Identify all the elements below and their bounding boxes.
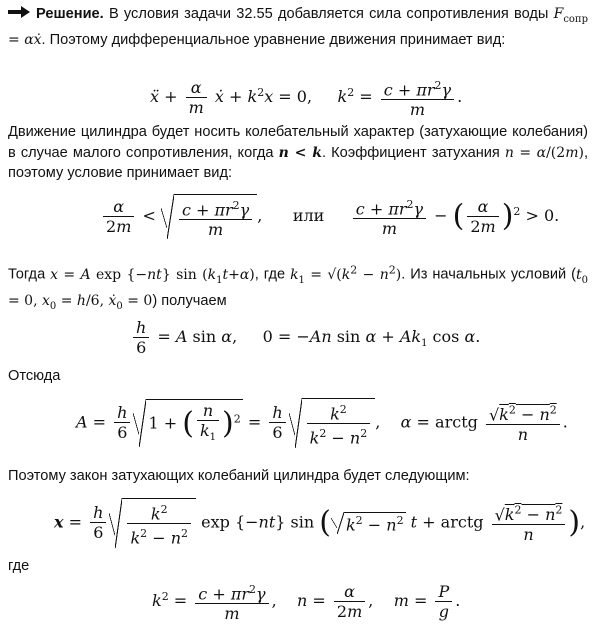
- solution-heading: Решение.: [36, 6, 104, 22]
- paragraph-where: где: [8, 558, 30, 574]
- paragraph-solution-form: Тогда x = A exp {−nt} $\sin (k_1t+\alpha)$, где $k_1 = √(k^2 - n^2)$. Из начальных условий ($t_0 = 0$, $x_0 = h/6$, ẋ$_0$ = 0) получаем: [8, 263, 588, 312]
- equation-motion: ẍ + $\frac{\alpha}{m}$ ẋ + $k^2x = 0$, $k^2$ = $\frac{c + \pi r^2\gamma}{m}$ .: [0, 74, 600, 124]
- equation-amplitude: A = $\frac{h}{6}$ 1 + ( $\frac{n}{k_1}$ )$^2$ = $\frac{h}{6}$ $\frac{k^2}{k^2 - n^2}$ , α = arctg $\frac{√k^2 - n^2}{n}$ .: [0, 396, 600, 456]
- paragraph-law: Поэтому закон затухающих колебаний цилиндра будет следующим:: [8, 468, 470, 484]
- equation-definitions: $k^2$ = $\frac{c + \pi r^2\gamma}{m}$ , n = $\frac{\alpha}{2m}$ , m = $\frac{P}{g}$ .: [0, 578, 600, 628]
- equation-condition: $\frac{\alpha}{2m}$ < $\frac{c + \pi r^2\gamma}{m}$ , или $\frac{c + \pi r^2\gamma}{m}$ − ( $\frac{\alpha}{2m}$ )$^2$ > 0.: [0, 190, 600, 250]
- arrow-icon: [8, 4, 30, 25]
- equation-initial: $\frac{h}{6}$ = A sin α, 0 = −An $\sin \alpha + Ak_1$ cos α.: [0, 316, 600, 366]
- paragraph-hence: Отсюда: [8, 368, 61, 384]
- paragraph-oscillation: Движение цилиндра будет носить колебательный характер (затухающие колебания) в случае малого сопротивления, когда n < k. Коэффициент затухания n = α/(2m), поэтому условие принимает вид:: [8, 124, 588, 181]
- equation-law: x = $\frac{h}{6}$ $\frac{k^2}{k^2 - n^2}$ exp {−nt} sin ( $k^2 - n^2$ t + arctg $\frac{√k^2 - n^2}{n}$ ),: [0, 494, 600, 558]
- paragraph-intro: Решение. В условия задачи 32.55 добавляется сила сопротивления воды $F_{сопр}$ = αẋ. Поэтому дифференциальное уравнение движения принимает вид:: [8, 6, 588, 49]
- or-word: или: [292, 206, 325, 226]
